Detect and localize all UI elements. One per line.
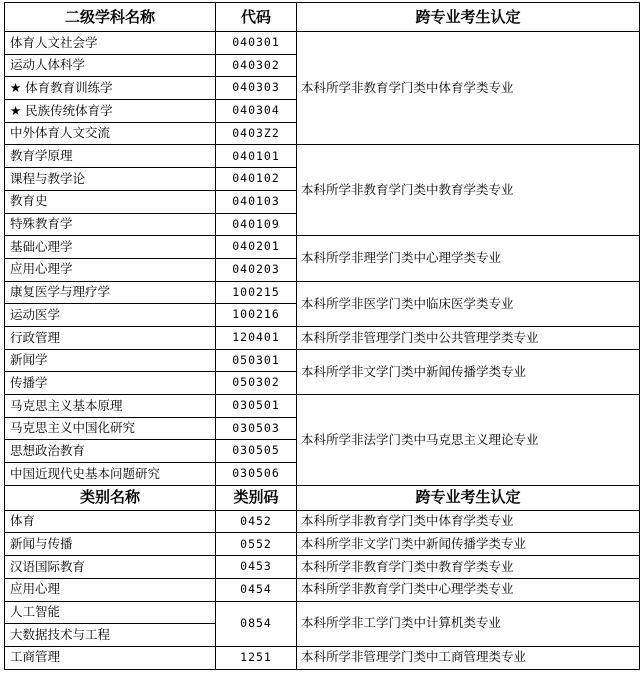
header-category-code: 类别码 <box>216 485 297 510</box>
discipline-code: 040301 <box>216 32 297 55</box>
discipline-code: 030505 <box>216 440 297 463</box>
table-row <box>5 510 640 533</box>
discipline-name: 运动医学 <box>5 304 216 327</box>
discipline-code: 040109 <box>216 213 297 236</box>
discipline-name: ★ 民族传统体育学 <box>5 100 216 123</box>
discipline-code: 040101 <box>216 145 297 168</box>
discipline-name: 行政管理 <box>5 326 216 349</box>
category-name: 新闻与传播 <box>5 533 216 556</box>
requirement-cell: 本科所学非管理学门类中工商管理类专业 <box>297 646 640 669</box>
discipline-code: 100216 <box>216 304 297 327</box>
discipline-code: 030503 <box>216 417 297 440</box>
category-code: 1251 <box>216 646 297 669</box>
requirement-cell: 本科所学非教育学门类中体育学类专业 <box>297 32 640 145</box>
table-row <box>5 395 640 418</box>
table-row <box>5 578 640 601</box>
requirement-cell: 本科所学非教育学门类中教育学类专业 <box>297 556 640 579</box>
discipline-name: 马克思主义基本原理 <box>5 395 216 418</box>
table-row <box>5 32 640 55</box>
discipline-name: 传播学 <box>5 372 216 395</box>
requirement-cell: 本科所学非文学门类中新闻传播学类专业 <box>297 533 640 556</box>
requirement-cell: 本科所学非工学门类中计算机类专业 <box>297 601 640 646</box>
requirement-cell: 本科所学非教育学门类中心理学类专业 <box>297 578 640 601</box>
requirement-cell: 本科所学非管理学门类中公共管理学类专业 <box>297 326 640 349</box>
table-row <box>5 326 640 349</box>
discipline-name: ★ 体育教育训练学 <box>5 77 216 100</box>
discipline-name: 马克思主义中国化研究 <box>5 417 216 440</box>
category-header-row <box>5 485 640 510</box>
discipline-name: 教育史 <box>5 190 216 213</box>
table-row <box>5 556 640 579</box>
header-discipline-name: 二级学科名称 <box>5 3 216 32</box>
requirement-cell: 本科所学非法学门类中马克思主义理论专业 <box>297 395 640 486</box>
discipline-code: 040201 <box>216 236 297 259</box>
discipline-name: 体育人文社会学 <box>5 32 216 55</box>
discipline-name: 运动人体科学 <box>5 54 216 77</box>
requirement-cell: 本科所学非医学门类中临床医学类专业 <box>297 281 640 326</box>
category-code: 0454 <box>216 578 297 601</box>
table-row <box>5 533 640 556</box>
discipline-name: 思想政治教育 <box>5 440 216 463</box>
discipline-name: 课程与教学论 <box>5 168 216 191</box>
header-requirement: 跨专业考生认定 <box>297 3 640 32</box>
discipline-code: 100215 <box>216 281 297 304</box>
discipline-code: 030501 <box>216 395 297 418</box>
discipline-code: 040102 <box>216 168 297 191</box>
requirement-cell: 本科所学非教育学门类中体育学类专业 <box>297 510 640 533</box>
category-name: 汉语国际教育 <box>5 556 216 579</box>
discipline-code: 040203 <box>216 258 297 281</box>
category-code: 0854 <box>216 601 297 646</box>
category-name: 体育 <box>5 510 216 533</box>
category-name: 工商管理 <box>5 646 216 669</box>
discipline-code: 040302 <box>216 54 297 77</box>
category-code: 0453 <box>216 556 297 579</box>
header-category-name: 类别名称 <box>5 485 216 510</box>
table-row <box>5 349 640 372</box>
table-row <box>5 281 640 304</box>
table-row <box>5 646 640 669</box>
discipline-name: 中外体育人文交流 <box>5 122 216 145</box>
discipline-table <box>4 2 640 670</box>
header-requirement: 跨专业考生认定 <box>297 485 640 510</box>
table-row <box>5 236 640 259</box>
header-code: 代码 <box>216 3 297 32</box>
discipline-code: 040103 <box>216 190 297 213</box>
discipline-code: 030506 <box>216 463 297 486</box>
discipline-code: 120401 <box>216 326 297 349</box>
discipline-code: 050302 <box>216 372 297 395</box>
table-row <box>5 601 640 624</box>
category-name: 应用心理 <box>5 578 216 601</box>
discipline-code: 0403Z2 <box>216 122 297 145</box>
header-row <box>5 3 640 32</box>
discipline-name: 基础心理学 <box>5 236 216 259</box>
requirement-cell: 本科所学非教育学门类中教育学类专业 <box>297 145 640 236</box>
discipline-name: 康复医学与理疗学 <box>5 281 216 304</box>
discipline-name: 中国近现代史基本问题研究 <box>5 463 216 486</box>
discipline-code: 040303 <box>216 77 297 100</box>
discipline-name: 教育学原理 <box>5 145 216 168</box>
discipline-name: 特殊教育学 <box>5 213 216 236</box>
table-row <box>5 145 640 168</box>
discipline-code: 050301 <box>216 349 297 372</box>
category-name: 大数据技术与工程 <box>5 624 216 647</box>
discipline-code: 040304 <box>216 100 297 123</box>
requirement-cell: 本科所学非文学门类中新闻传播学类专业 <box>297 349 640 394</box>
discipline-name: 新闻学 <box>5 349 216 372</box>
category-code: 0552 <box>216 533 297 556</box>
category-code: 0452 <box>216 510 297 533</box>
category-name: 人工智能 <box>5 601 216 624</box>
discipline-name: 应用心理学 <box>5 258 216 281</box>
requirement-cell: 本科所学非理学门类中心理学类专业 <box>297 236 640 281</box>
